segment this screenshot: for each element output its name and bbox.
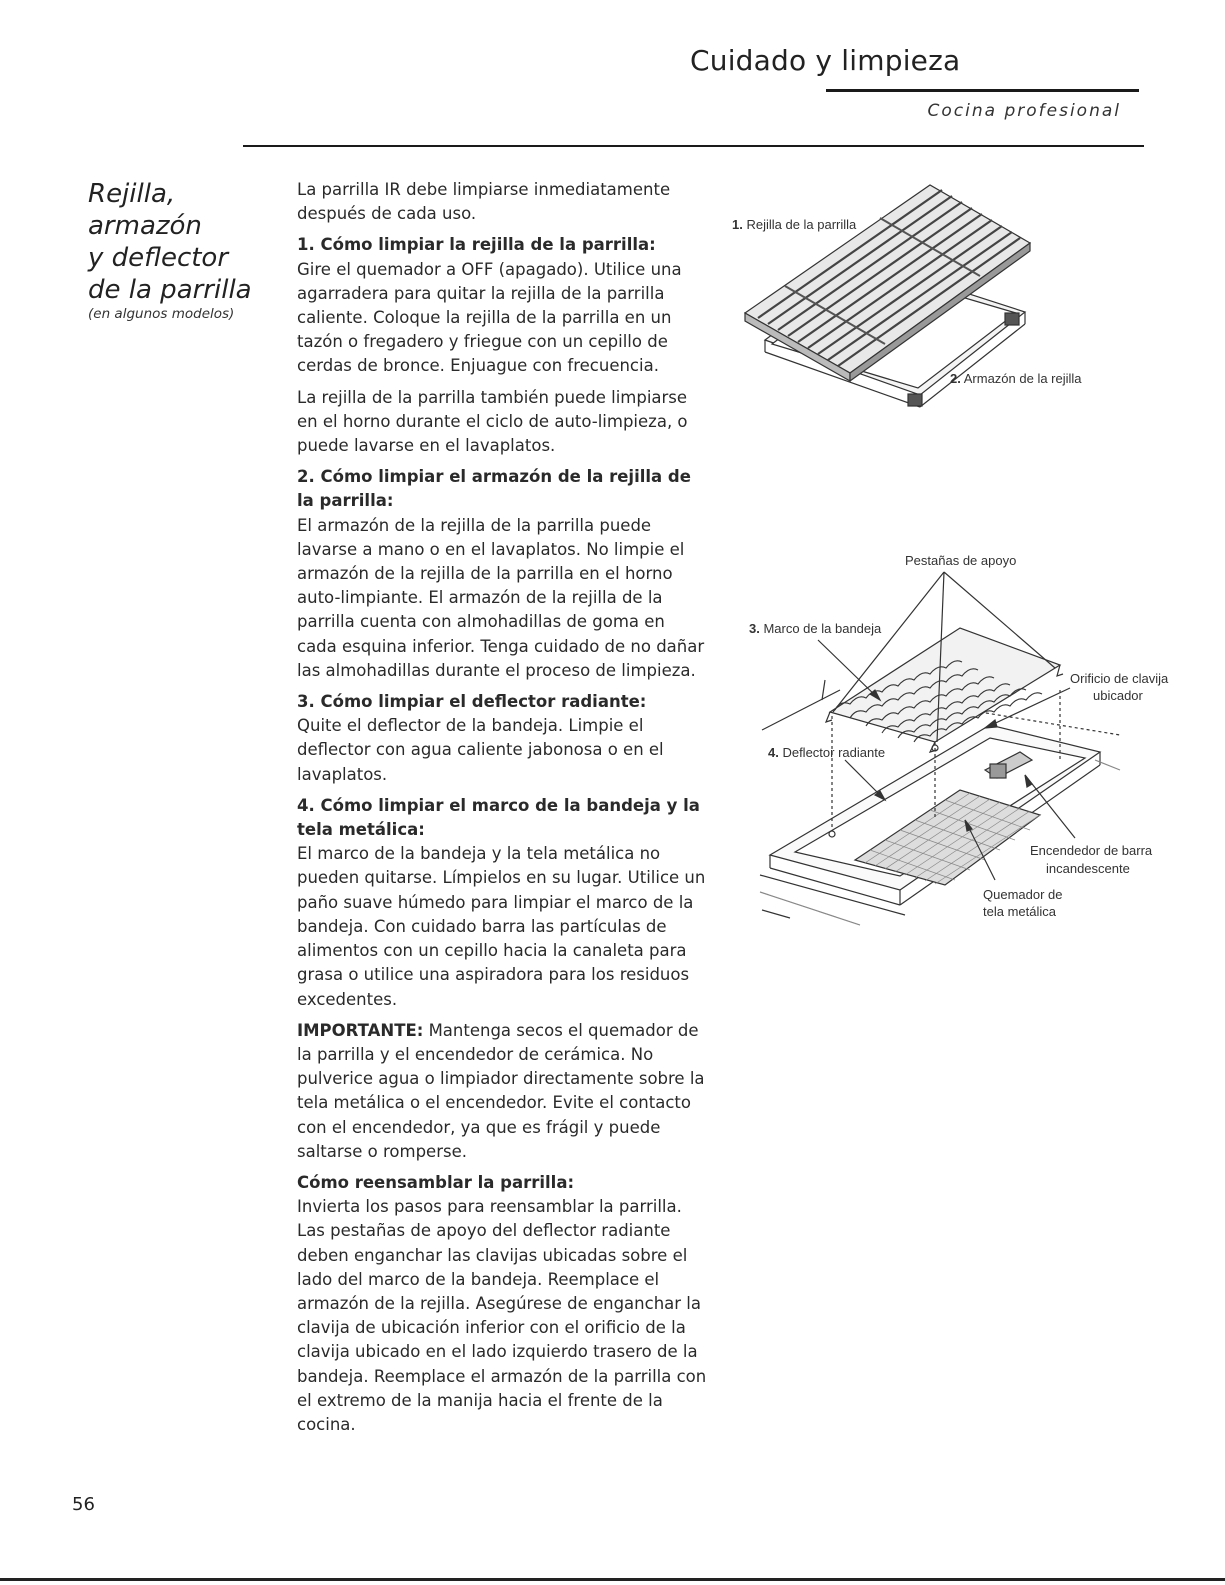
figure2-label-igniter-2: incandescente bbox=[1046, 861, 1130, 876]
figure2-label-pin-2: ubicador bbox=[1093, 688, 1143, 703]
page-number: 56 bbox=[72, 1494, 95, 1515]
intro-paragraph: La parrilla IR debe limpiarse inmediatamente después de cada uso. bbox=[297, 180, 671, 224]
figure2-label-deflector-num: 4. bbox=[768, 745, 779, 760]
figure2-label-deflector bbox=[768, 745, 885, 760]
figure1-label-frame-num: 2. bbox=[950, 371, 961, 386]
figure2-label-tabs: Pestañas de apoyo bbox=[905, 553, 1017, 568]
figure2-label-tray-frame-text: Marco de la bandeja bbox=[759, 621, 882, 636]
step4-heading: 4. Cómo limpiar el marco de la bandeja y la tela metálica: bbox=[297, 795, 700, 840]
reassemble-paragraph-2: Las pestañas de apoyo del deflector radiante deben enganchar las clavijas ubicadas sobre el lado del marco de la bandeja. Reemplace el armazón de la rejilla. Asegúrese de enganchar la clavija de ubicación inferior con el orificio de la clavija ubicado en el lado izquierdo trasero de la bandeja. Reemplace el armazón de la parrilla con el extremo de la manija hacia el frente de la cocina. bbox=[297, 1221, 707, 1434]
step3-heading: 3. Cómo limpiar el deflector radiante: bbox=[297, 692, 647, 712]
step3-paragraph: Quite el deflector de la bandeja. Limpie el deflector con agua caliente jabonosa o en el lavaplatos. bbox=[297, 716, 664, 784]
figure1-label-grate-num: 1. bbox=[732, 217, 743, 232]
figure1-label-frame-text: Armazón de la rejilla bbox=[960, 371, 1082, 386]
reassemble-paragraph: Invierta los pasos para reensamblar la parrilla. bbox=[297, 1197, 682, 1217]
step4-paragraph: El marco de la bandeja y la tela metálica no pueden quitarse. Límpielos en su lugar. Utilice un paño suave húmedo para limpiar el marco de la bandeja. Con cuidado barra las partículas de alimentos con un cepillo hacia la canaleta para grasa o utilice una aspiradora para los residuos excedentes. bbox=[297, 844, 706, 1009]
step2-heading: 2. Cómo limpiar el armazón de la rejilla de la parrilla: bbox=[297, 467, 691, 511]
section-title-line: Rejilla, bbox=[88, 179, 176, 209]
figure2-label-tray-frame bbox=[749, 621, 882, 636]
step1-paragraph-2: La rejilla de la parrilla también puede limpiarse en el horno durante el ciclo de auto-limpieza, o puede lavarse en el lavaplatos. bbox=[297, 387, 688, 456]
figure2-label-tray-frame-num: 3. bbox=[749, 621, 760, 636]
figure1-label-grate bbox=[732, 217, 857, 232]
page-header-title: Cuidado y limpieza bbox=[690, 44, 961, 77]
figure2-label-deflector-text: Deflector radiante bbox=[778, 745, 886, 760]
step1-paragraph: Gire el quemador a OFF (apagado). Utilice una agarradera para quitar la rejilla de la parrilla caliente. Coloque la rejilla de la parrilla en un tazón o fregadero y friegue con un cepillo de cerdas de bronce. Enjuague con frecuencia. bbox=[297, 259, 682, 376]
figure2-label-burner-2: tela metálica bbox=[983, 904, 1056, 919]
step2-paragraph: El armazón de la rejilla de la parrilla puede lavarse a mano o en el lavaplatos. No limpie el armazón de la rejilla de la parrilla en el horno auto-limpiante. El armazón de la rejilla de la parrilla cuenta con almohadillas de goma en cada esquina inferior. Tenga cuidado de no dañar las almohadillas durante el proceso de limpieza. bbox=[297, 515, 705, 680]
section-title-line: de la parrilla bbox=[88, 275, 252, 305]
figure1-label-frame bbox=[950, 371, 1082, 386]
important-text: Mantenga secos el quemador de la parrilla y el encendedor de cerámica. No pulverice agua o limpiador directamente sobre la tela metálica o el encendedor. Evite el contacto con el encendedor, ya que es frágil y puede saltarse o romperse. bbox=[297, 1020, 705, 1161]
page-header-subtitle: Cocina profesional bbox=[927, 101, 1121, 121]
figure2-label-pin-1: Orificio de clavija bbox=[1070, 671, 1169, 686]
section-note: (en algunos modelos) bbox=[88, 306, 235, 322]
section-title-line: armazón bbox=[88, 211, 202, 241]
page-bottom-edge bbox=[0, 1578, 1225, 1581]
step1-heading: 1. Cómo limpiar la rejilla de la parrilla: bbox=[297, 235, 656, 255]
figure2-label-burner-1: Quemador de bbox=[983, 887, 1063, 902]
figure2-label-igniter-1: Encendedor de barra bbox=[1030, 843, 1153, 858]
section-title-line: y deflector bbox=[88, 243, 229, 273]
reassemble-heading: Cómo reensamblar la parrilla: bbox=[297, 1172, 575, 1192]
figure1-label-grate-text: Rejilla de la parrilla bbox=[742, 217, 857, 232]
important-label: IMPORTANTE: bbox=[297, 1020, 424, 1040]
